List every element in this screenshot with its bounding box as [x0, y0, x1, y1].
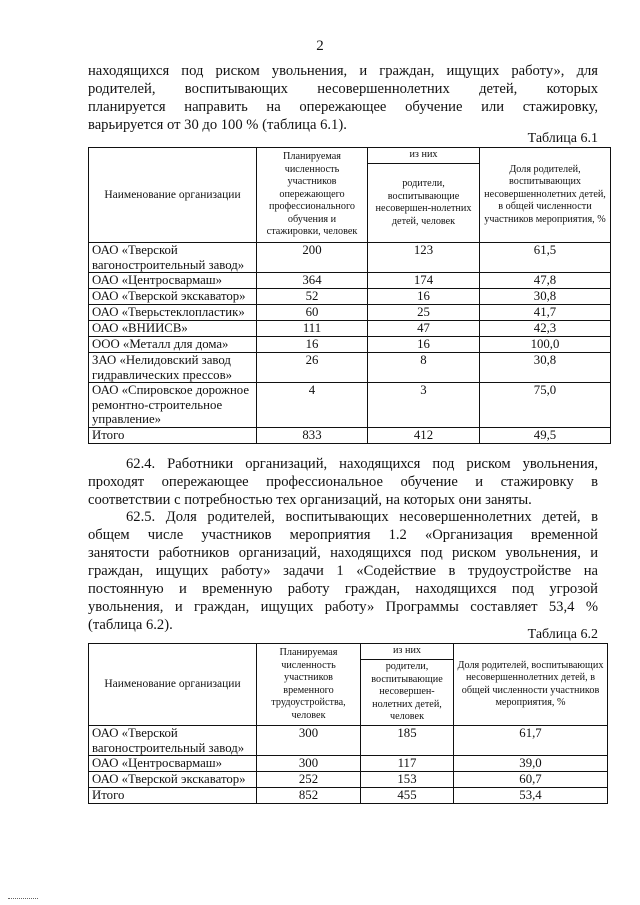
table-row — [89, 353, 611, 383]
parents-cell: 16 — [368, 337, 480, 353]
table-row-total — [89, 428, 611, 444]
paragraph-line: занятости работников организаций, находящихся под риском увольнения, и — [88, 545, 598, 561]
org-cell: ОАО «Тверской вагоностроительный завод» — [89, 726, 257, 756]
paragraph-line: (таблица 6.2). — [88, 617, 173, 633]
share-cell: 30,8 — [480, 289, 611, 305]
parents-cell: 412 — [368, 428, 480, 444]
parents-cell: 8 — [368, 353, 480, 383]
planned-cell: 16 — [257, 337, 368, 353]
org-cell: ОАО «Тверской экскаватор» — [89, 772, 257, 788]
planned-cell: 852 — [257, 788, 361, 804]
col-header-share: Доля родителей, воспитывающих несовершеннолетних детей, в общей численности участников мероприятия, % — [480, 148, 611, 243]
share-cell: 61,5 — [480, 243, 611, 273]
org-cell: ОАО «Тверской экскаватор» — [89, 289, 257, 305]
org-cell: ОАО «Тверской вагоностроительный завод» — [89, 243, 257, 273]
table-row-total — [89, 788, 608, 804]
parents-cell: 117 — [361, 756, 454, 772]
parents-cell: 25 — [368, 305, 480, 321]
intro-line: родителей, воспитывающих несовершеннолетних детей, которых — [88, 81, 598, 97]
table-row — [89, 726, 608, 756]
planned-cell: 364 — [257, 273, 368, 289]
col-header-org: Наименование организации — [89, 148, 257, 243]
paragraph-line: постоянную и временную работу граждан, находящихся под угрозой — [88, 581, 598, 597]
paragraph-line: граждан, ищущих работу» задачи 1 «Содействие в трудоустройстве на — [88, 563, 598, 579]
org-cell: ОАО «ВНИИСВ» — [89, 321, 257, 337]
table-row — [89, 273, 611, 289]
planned-cell: 111 — [257, 321, 368, 337]
share-cell: 41,7 — [480, 305, 611, 321]
share-cell: 100,0 — [480, 337, 611, 353]
parents-cell: 185 — [361, 726, 454, 756]
col-header-org: Наименование организации — [89, 644, 257, 726]
parents-cell: 174 — [368, 273, 480, 289]
paragraph-62-5 — [88, 508, 598, 634]
planned-cell: 52 — [257, 289, 368, 305]
paragraph-line: 62.4. Работники организаций, находящихся под риском увольнения, — [126, 456, 598, 472]
table-row — [89, 321, 611, 337]
col-header-parents: родители, воспитывающие несовершен-нолетних детей, человек — [368, 164, 480, 243]
org-cell: ОАО «Центросвармаш» — [89, 756, 257, 772]
share-cell: 39,0 — [454, 756, 608, 772]
table-row — [89, 243, 611, 273]
parents-cell: 455 — [361, 788, 454, 804]
share-cell: 53,4 — [454, 788, 608, 804]
col-header-of-them: из них — [361, 644, 454, 660]
org-cell: Итого — [89, 428, 257, 444]
intro-line: планируется направить на опережающее обучение или стажировку, — [88, 99, 598, 115]
intro-line: варьируется от 30 до 100 % (таблица 6.1). — [88, 117, 347, 133]
paragraph-line: увольнения, и граждан, ищущих работу» Программы составляет 53,4 % — [88, 599, 598, 615]
share-cell: 49,5 — [480, 428, 611, 444]
page-number: 2 — [316, 38, 324, 54]
intro-paragraph — [88, 62, 598, 134]
paragraph-line: общем числе участников мероприятия 1.2 «Организация временной — [88, 527, 598, 543]
share-cell: 47,8 — [480, 273, 611, 289]
col-header-planned: Планируемая численность участников опережающего профессионального обучения и стажировки, человек — [257, 148, 368, 243]
planned-cell: 300 — [257, 726, 361, 756]
share-cell: 61,7 — [454, 726, 608, 756]
table-row — [89, 756, 608, 772]
col-header-planned: Планируемая численность участников временного трудоустройства, человек — [257, 644, 361, 726]
org-cell: ОАО «Тверьстеклопластик» — [89, 305, 257, 321]
col-header-parents: родители, воспитывающие несовершен-нолетних детей, человек — [361, 660, 454, 726]
planned-cell: 252 — [257, 772, 361, 788]
table-row — [89, 772, 608, 788]
planned-cell: 26 — [257, 353, 368, 383]
parents-cell: 123 — [368, 243, 480, 273]
col-header-of-them: из них — [368, 148, 480, 164]
table2-caption: Таблица 6.2 — [527, 627, 598, 642]
table-row — [89, 305, 611, 321]
planned-cell: 4 — [257, 383, 368, 428]
parents-cell: 3 — [368, 383, 480, 428]
org-cell: ООО «Металл для дома» — [89, 337, 257, 353]
share-cell: 30,8 — [480, 353, 611, 383]
col-header-share: Доля родителей, воспитывающих несовершеннолетних детей, в общей численности участников мероприятия, % — [454, 644, 608, 726]
org-cell: ОАО «Спировское дорожное ремонтно-строительное управление» — [89, 383, 257, 428]
table-6-2 — [88, 643, 608, 804]
table-row — [89, 289, 611, 305]
planned-cell: 300 — [257, 756, 361, 772]
planned-cell: 833 — [257, 428, 368, 444]
table-row — [89, 383, 611, 428]
table1-caption: Таблица 6.1 — [527, 131, 598, 146]
org-cell: Итого — [89, 788, 257, 804]
share-cell: 75,0 — [480, 383, 611, 428]
table-row — [89, 337, 611, 353]
share-cell: 42,3 — [480, 321, 611, 337]
org-cell: ОАО «Центросвармаш» — [89, 273, 257, 289]
paragraph-62-4 — [88, 455, 598, 509]
paragraph-line: 62.5. Доля родителей, воспитывающих несовершеннолетних детей, в — [126, 509, 598, 525]
share-cell: 60,7 — [454, 772, 608, 788]
scan-artifact-line — [8, 898, 38, 901]
planned-cell: 200 — [257, 243, 368, 273]
parents-cell: 47 — [368, 321, 480, 337]
planned-cell: 60 — [257, 305, 368, 321]
parents-cell: 153 — [361, 772, 454, 788]
intro-line: находящихся под риском увольнения, и граждан, ищущих работу», для — [88, 63, 598, 79]
paragraph-line: соответствии с потребностью тех организаций, на которых они заняты. — [88, 492, 532, 508]
parents-cell: 16 — [368, 289, 480, 305]
table-6-1 — [88, 147, 611, 444]
org-cell: ЗАО «Нелидовский завод гидравлических прессов» — [89, 353, 257, 383]
paragraph-line: проходят опережающее профессиональное обучение и стажировку в — [88, 474, 598, 490]
